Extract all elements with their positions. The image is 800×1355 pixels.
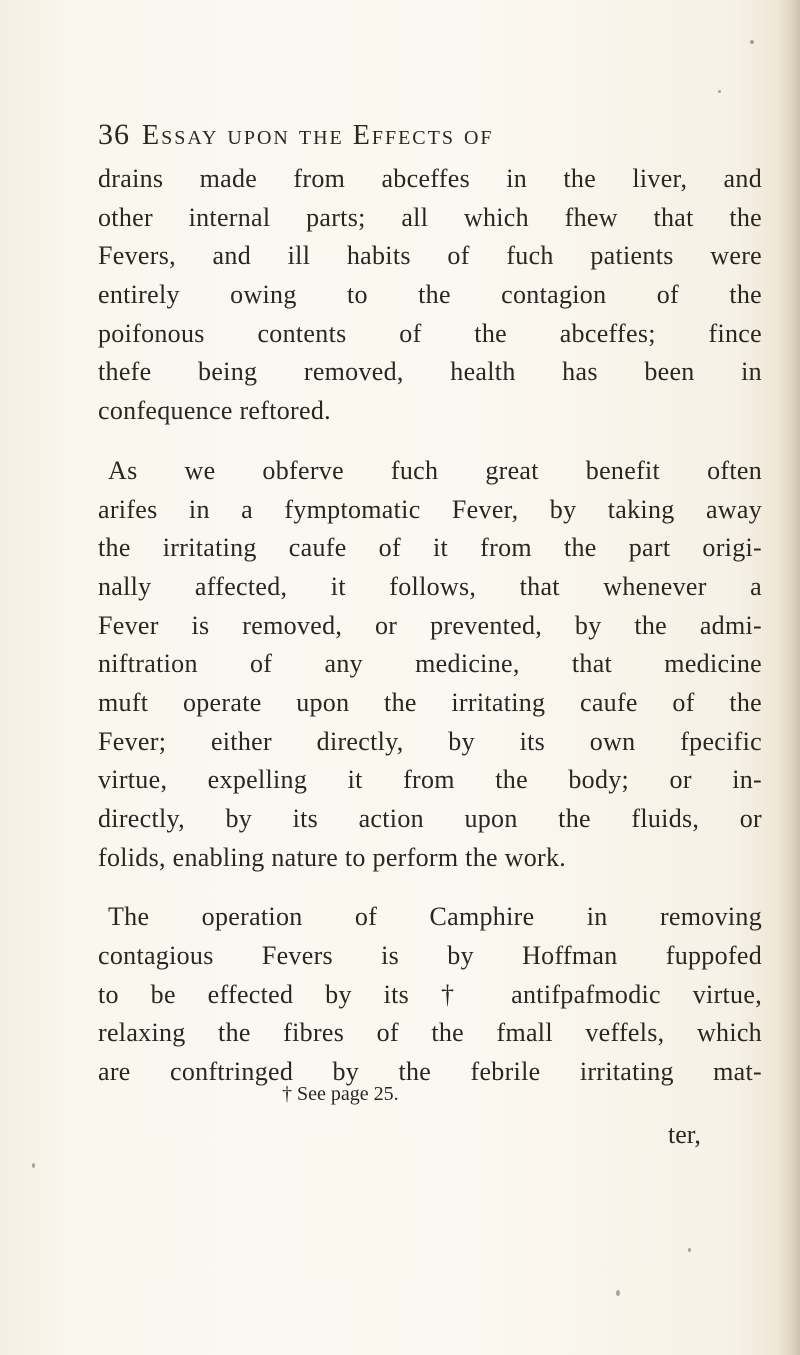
text-line: the irritating caufe of it from the part origi- (98, 533, 762, 563)
text-line: drains made from abceffes in the liver, and (98, 164, 762, 193)
text-line: confequence reftored. (98, 396, 331, 426)
page-number: 36 (98, 118, 130, 151)
text-line: directly, by its action upon the fluids, or (98, 804, 762, 833)
text-line: entirely owing to the contagion of the (98, 280, 762, 310)
paper-speck (616, 1290, 620, 1296)
text-line: relaxing the fibres of the fmall veffels, which (98, 1018, 762, 1048)
running-head: Essay upon the Effects of (142, 120, 494, 151)
paper-speck (688, 1248, 691, 1252)
text-line: are conftringed by the febrile irritating mat- (98, 1057, 762, 1087)
text-line: Fever is removed, or prevented, by the admi- (98, 610, 762, 640)
paragraph-gap (98, 877, 762, 898)
text-line: folids, enabling nature to perform the work. (98, 842, 567, 872)
page-edge-shadow (778, 0, 800, 1355)
paper-speck (718, 90, 721, 93)
text-line: other internal parts; all which fhew that the (98, 202, 762, 232)
catchword: ter, (668, 1120, 701, 1149)
text-line: muft operate upon the irritating caufe of the (98, 687, 762, 717)
text-line: Fever; either directly, by its own fpecific (98, 726, 762, 756)
text-line: nally affected, it follows, that whenever a (98, 571, 762, 601)
footnote: † See page 25. (282, 1083, 399, 1105)
text-line: The operation of Camphire in removing (108, 902, 762, 932)
text-line: As we obferve fuch great benefit often (108, 455, 762, 485)
paper-speck (32, 1163, 35, 1168)
text-line: poifonous contents of the abceffes; fince (98, 318, 762, 348)
text-line: virtue, expelling it from the body; or in- (98, 765, 762, 795)
text-line: thefe being removed, health has been in (98, 357, 762, 387)
text-line: Fevers, and ill habits of fuch patients were (98, 241, 762, 271)
paragraph-gap (98, 431, 762, 452)
text-line: to be effected by its † antifpafmodic virtue, (98, 979, 762, 1009)
text-line: contagious Fevers is by Hoffman fuppofed (98, 941, 762, 971)
paper-speck (750, 40, 754, 44)
page-header (98, 118, 738, 158)
body-text (98, 160, 762, 1092)
text-line: niftration of any medicine, that medicine (98, 649, 762, 679)
text-line: arifes in a fymptomatic Fever, by taking away (98, 494, 762, 524)
